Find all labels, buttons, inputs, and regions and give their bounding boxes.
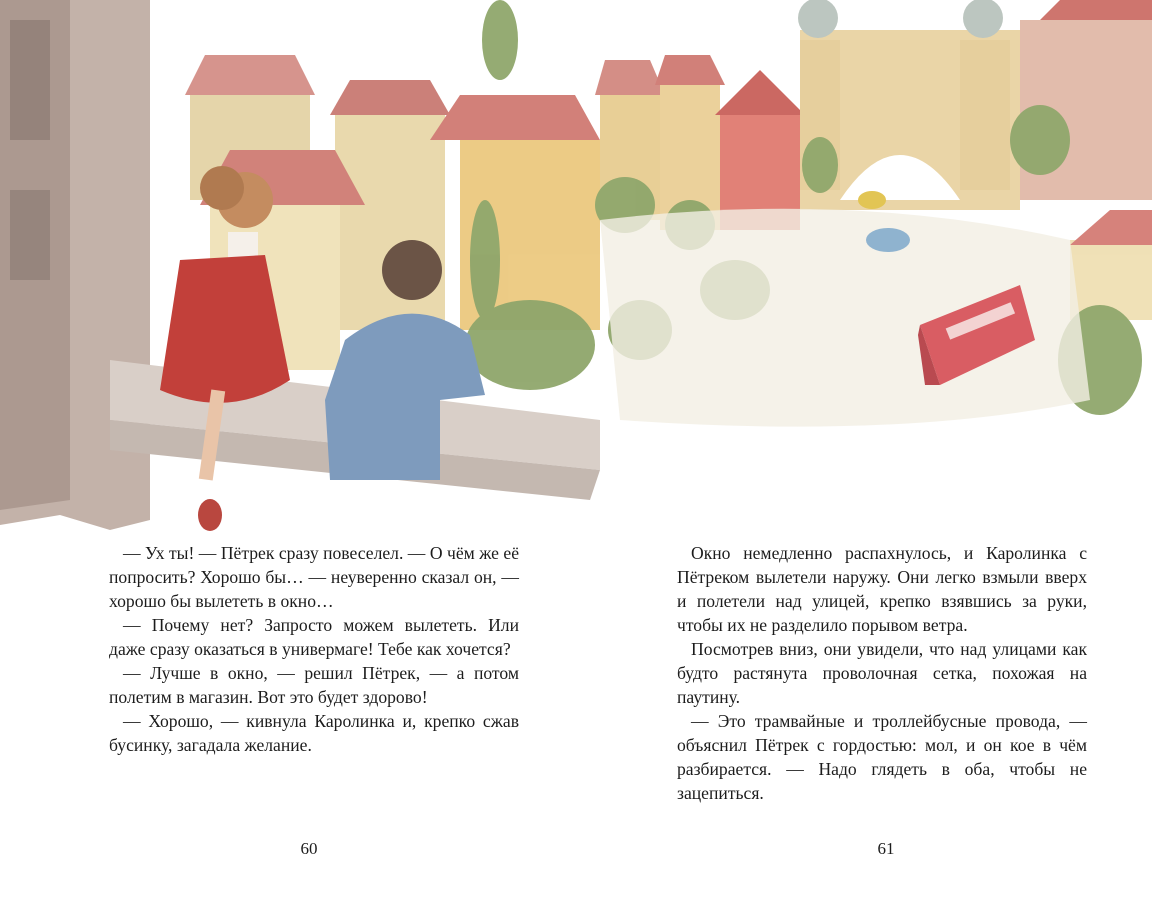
right-paragraph-2: Посмотрев вниз, они увидели, что над улицами как будто растянута проволочная сетка, похожая на паутину. [677, 639, 1087, 707]
left-paragraph-1: — Ух ты! — Пётрек сразу повеселел. — О чём же её попросить? Хорошо бы… — неуверенно сказал он, — хорошо бы вылететь в окно… [109, 543, 519, 611]
left-paragraph-2: — Почему нет? Запросто можем вылететь. Или даже сразу оказаться в универмаге! Тебе как хочется? [109, 615, 519, 659]
right-page-text [677, 541, 1087, 805]
right-paragraph-1: Окно немедленно распахнулось, и Каролинка с Пётреком вылетели наружу. Они легко взмыли вверх и полетели над улицей, крепко взявшись за руки, чтобы их не разделило порывом ветра. [677, 543, 1087, 635]
left-page-text [109, 541, 519, 757]
left-paragraph-3: — Лучше в окно, — решил Пётрек, — а потом полетим в магазин. Вот это будет здорово! [109, 663, 519, 707]
page-number-right: 61 [877, 839, 895, 858]
right-paragraph-3: — Это трамвайные и троллейбусные провода, — объяснил Пётрек с гордостью: мол, и он кое в чём разбирается. — Надо глядеть в оба, чтобы не зацепиться. [677, 711, 1087, 803]
left-paragraph-4: — Хорошо, — кивнула Каролинка и, крепко сжав бусинку, загадала желание. [109, 711, 519, 755]
page-number-left: 60 [300, 839, 318, 858]
